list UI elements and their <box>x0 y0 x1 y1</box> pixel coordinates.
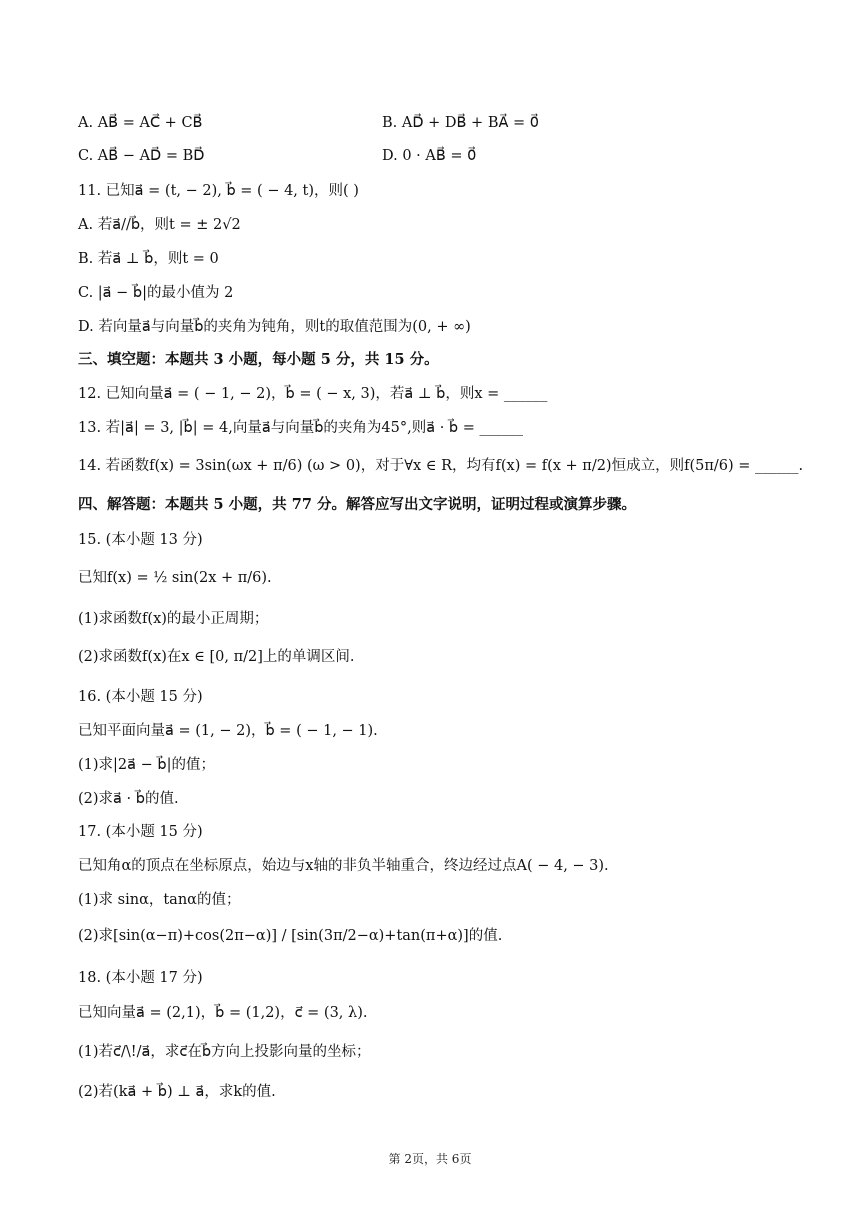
section-4-heading: 四、解答题：本题共 5 小题，共 77 分。解答应写出文字说明，证明过程或演算步骤。 <box>78 496 636 513</box>
q15-header: 15. (本小题 13 分) <box>78 532 203 548</box>
q10-option-a: A. AB⃗ = AC⃗ + CB⃗ <box>78 115 203 131</box>
q18-part-2: (2)若(ka⃗ + b⃗) ⊥ a⃗，求k的值. <box>78 1084 276 1100</box>
q12: 12. 已知向量a⃗ = ( − 1, − 2)，b⃗ = ( − x, 3)，若a⃗ ⊥ b⃗，则x = ______ <box>78 386 548 402</box>
q18-part-1: (1)若c⃗/\!/a⃗，求c⃗在b⃗方向上投影向量的坐标； <box>78 1044 371 1060</box>
q11-stem: 11. 已知a⃗ = (t, − 2), b⃗ = ( − 4, t)，则( ) <box>78 183 359 199</box>
q18-header: 18. (本小题 17 分) <box>78 970 203 986</box>
q16-header: 16. (本小题 15 分) <box>78 689 203 705</box>
section-3-heading: 三、填空题：本题共 3 小题，每小题 5 分，共 15 分。 <box>78 351 439 368</box>
q10-option-b: B. AD⃗ + DB⃗ + BA⃗ = 0⃗ <box>382 115 539 131</box>
q18-given: 已知向量a⃗ = (2,1)，b⃗ = (1,2)，c⃗ = (3, λ). <box>78 1005 368 1021</box>
q11-option-a: A. 若a⃗//b⃗，则t = ± 2√2 <box>78 217 241 233</box>
q17-header: 17. (本小题 15 分) <box>78 824 203 840</box>
q11-option-c: C. |a⃗ − b⃗|的最小值为 2 <box>78 285 234 301</box>
q11-option-d: D. 若向量a⃗与向量b⃗的夹角为钝角，则t的取值范围为(0, + ∞) <box>78 319 471 335</box>
q10-option-c: C. AB⃗ − AD⃗ = BD⃗ <box>78 148 205 164</box>
q11-option-b: B. 若a⃗ ⊥ b⃗，则t = 0 <box>78 251 219 267</box>
q15-part-2: (2)求函数f(x)在x ∈ [0, π/2]上的单调区间. <box>78 649 355 665</box>
q15-part-1: (1)求函数f(x)的最小正周期； <box>78 611 269 627</box>
q17-given: 已知角α的顶点在坐标原点，始边与x轴的非负半轴重合，终边经过点A( − 4, − 3). <box>78 858 609 874</box>
page-footer: 第 2页，共 6页 <box>388 1152 472 1166</box>
q10-option-d: D. 0 · AB⃗ = 0⃗ <box>382 148 477 164</box>
q16-given: 已知平面向量a⃗ = (1, − 2)，b⃗ = ( − 1, − 1). <box>78 723 378 739</box>
q16-part-2: (2)求a⃗ · b⃗的值. <box>78 791 179 807</box>
q13: 13. 若|a⃗| = 3, |b⃗| = 4,向量a⃗与向量b⃗的夹角为45°,则a⃗ · b⃗ = ______ <box>78 420 523 436</box>
q16-part-1: (1)求|2a⃗ − b⃗|的值； <box>78 757 215 773</box>
q17-part-2: (2)求[sin(α−π)+cos(2π−α)] / [sin(3π/2−α)+tan(π+α)]的值. <box>78 928 503 944</box>
q17-part-1: (1)求 sinα，tanα的值； <box>78 892 241 908</box>
q15-given: 已知f(x) = ½ sin(2x + π/6). <box>78 570 272 586</box>
q14: 14. 若函数f(x) = 3sin(ωx + π/6) (ω > 0)，对于∀x ∈ R，均有f(x) = f(x + π/2)恒成立，则f(5π/6) = ______. <box>78 458 804 474</box>
